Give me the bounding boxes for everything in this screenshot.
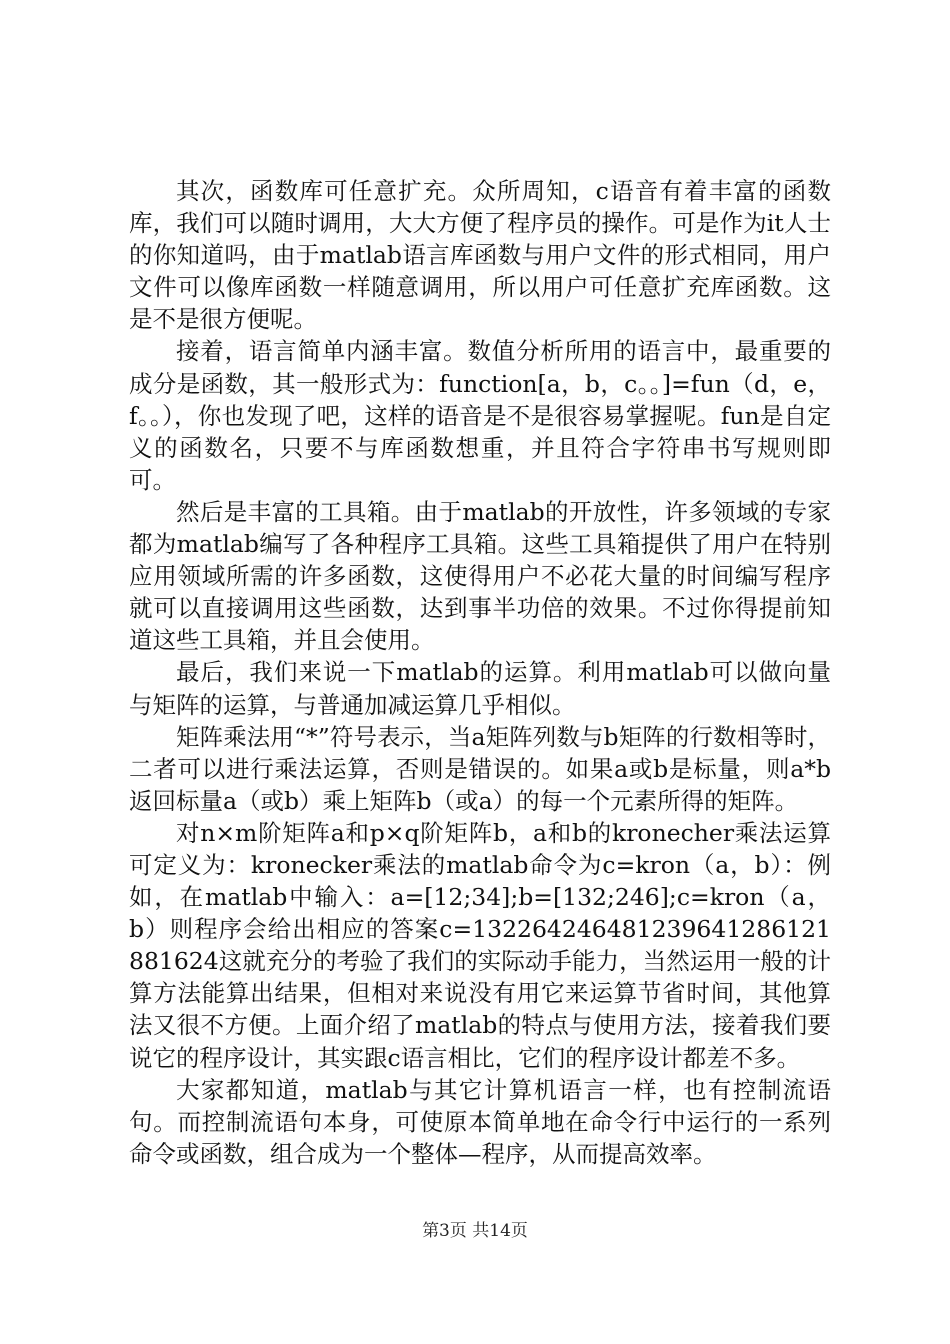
paragraph-kronecker: 对n×m阶矩阵a和p×q阶矩阵b，a和b的kronecher乘法运算可定义为：kronecker乘法的matlab命令为c=kron（a，b）：例如，在matlab中输入：a=[12;34];b=[132;246];c=kron（a，b）则程序会给出相应的答案c=13226424648123964128612188162​4这就充分的考验了我们的实际动手能力，当然运用一般的计算方法能算出结果，但相对来说没有用它来运算节省时间，其他算法又很不方便。上面介绍了matlab的特点与使用方法，接着我们要说它的程序设计，其实跟c语言相比，它们的程序设计都差不多。	[129, 818, 831, 1072]
paragraph-matrix-multiplication: 矩阵乘法用“*”符号表示，当a矩阵列数与b矩阵的行数相等时，二者可以进行乘法运算，否则是错误的。如果a或b是标量，则a*b返回标量a（或b）乘上矩阵b（或a）的每一个元素所得的矩阵。	[129, 722, 831, 815]
paragraph-toolboxes: 然后是丰富的工具箱。由于matlab的开放性，许多领域的专家都为matlab编写了各种程序工具箱。这些工具箱提供了用户在特别应用领域所需的许多函数，这使得用户不必花大量的时间编写程序就可以直接调用这些函数，达到事半功倍的效果。不过你得提前知道这些工具箱，并且会使用。	[129, 497, 831, 655]
paragraph-function-library: 其次，函数库可任意扩充。众所周知，c语音有着丰富的函数库，我们可以随时调用，大大方便了程序员的操作。可是作为it人士的你知道吗，由于matlab语言库函数与用户文件的形式相同，用户文件可以像库函数一样随意调用，所以用户可任意扩充库函数。这是不是很方便呢。	[129, 177, 831, 334]
document-body	[129, 175, 831, 1170]
page-number-footer: 第3页 共14页	[422, 1221, 528, 1241]
paragraph-control-flow: 大家都知道，matlab与其它计算机语言一样，也有控制流语句。而控制流语句本身，可使原本简单地在命令行中运行的一系列命令或函数，组合成为一个整体—程序，从而提高效率。	[129, 1075, 831, 1168]
paragraph-operations: 最后，我们来说一下matlab的运算。利用matlab可以做向量与矩阵的运算，与普通加减运算几乎相似。	[129, 658, 831, 719]
paragraph-language-simple: 接着，语言简单内涵丰富。数值分析所用的语言中，最重要的成分是函数，其一般形式为：function[a，b，c。。]=fun（d，e，f。。），你也发现了吧，这样的语音是不是很容易掌握呢。fun是自定义的函数名，只要不与库函数想重，并且符合字符串书写规则即可。	[129, 337, 831, 494]
